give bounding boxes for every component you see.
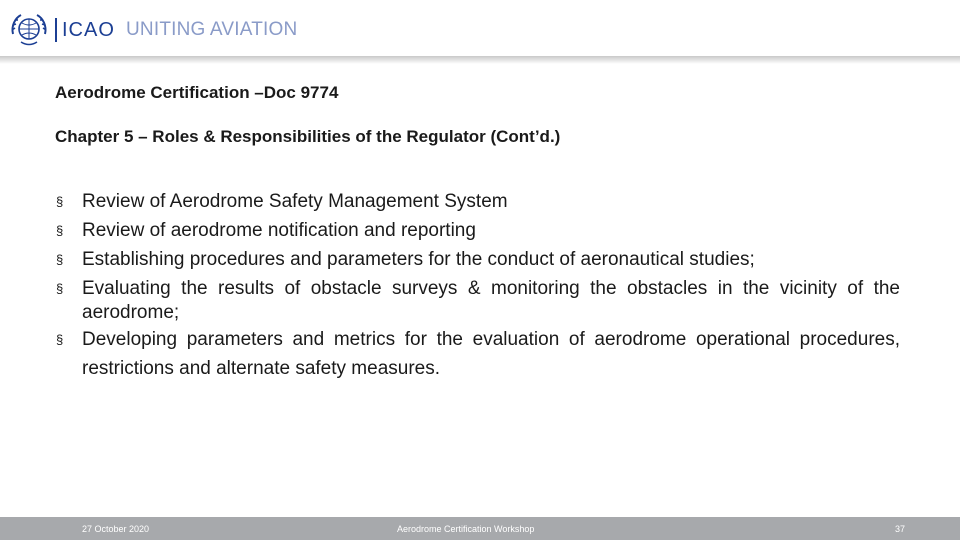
- bullet-item: [55, 325, 900, 383]
- slide-subtitle: Chapter 5 – Roles & Responsibilities of the Regulator (Cont’d.): [55, 127, 561, 146]
- bullet-item: [55, 216, 900, 245]
- bullet-marker: §: [56, 223, 64, 238]
- bullet-item: [55, 245, 900, 274]
- footer-date: 27 October 2020: [82, 524, 150, 534]
- page-number: 37: [895, 524, 906, 534]
- logo-divider: [55, 18, 57, 42]
- slide-title: Aerodrome Certification –Doc 9774: [55, 83, 339, 102]
- bullet-text: Establishing procedures and parameters for the conduct of aeronautical studies;: [82, 249, 755, 270]
- slide-header: [0, 0, 960, 58]
- bullet-item: [55, 277, 900, 325]
- header-divider: [0, 56, 960, 64]
- bullet-marker: §: [56, 252, 64, 267]
- bullet-item: [55, 187, 900, 216]
- icao-emblem-icon: [10, 12, 48, 48]
- bullet-list: [55, 187, 900, 383]
- footer-event-name: Aerodrome Certification Workshop: [397, 524, 535, 534]
- slide-footer: [0, 517, 960, 540]
- bullet-text: Review of aerodrome notification and reporting: [82, 220, 476, 241]
- uniting-aviation-tagline: UNITING AVIATION: [126, 19, 298, 40]
- bullet-marker: §: [56, 194, 64, 209]
- bullet-text: Evaluating the results of obstacle surveys & monitoring the obstacles in the vicinity of the aerodrome;: [82, 278, 900, 323]
- icao-logo-text: ICAO: [62, 19, 115, 41]
- bullet-marker: §: [56, 281, 64, 296]
- bullet-text: Developing parameters and metrics for the evaluation of aerodrome operational procedures, restrictions and alternate safety measures.: [82, 329, 900, 379]
- bullet-text: Review of Aerodrome Safety Management System: [82, 191, 508, 212]
- bullet-marker: §: [56, 332, 64, 347]
